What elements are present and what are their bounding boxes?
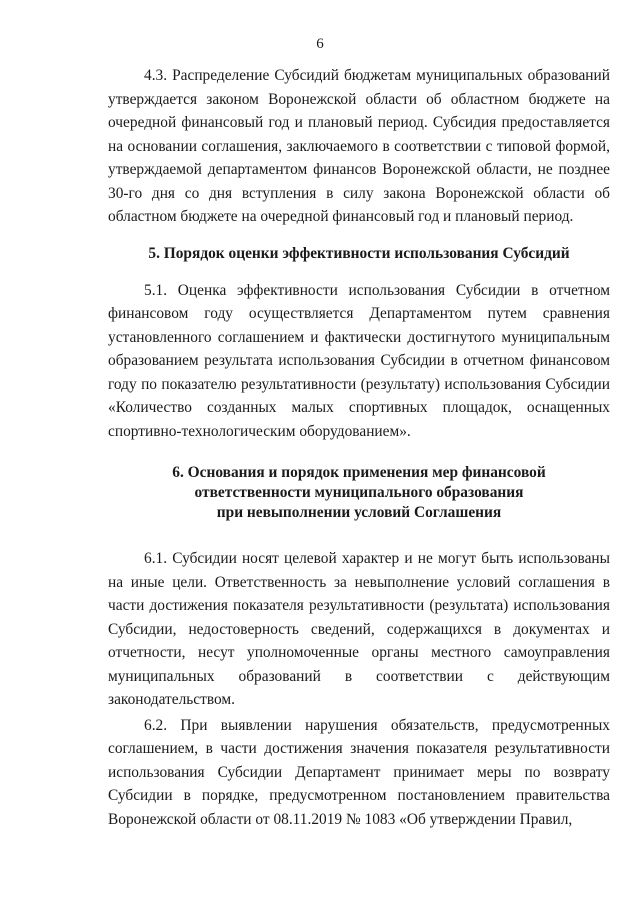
document-body	[108, 64, 610, 831]
section-5-heading: 5. Порядок оценки эффективности использования Субсидий	[148, 244, 570, 262]
section-6-heading	[108, 463, 610, 523]
paragraph-4-3: 4.3. Распределение Субсидий бюджетам муниципальных образований утверждается законом Воронежской области об областном бюджете на очередной финансовый год и плановый период. Субсидия предоставляется на основании соглашения, заключаемого в соответствии с типовой формой, утверждаемой департаментом финансов Воронежской области, не позднее 30-го дня со дня вступления в силу закона Воронежской области об областном бюджете на очередной финансовый год и плановый период.	[108, 67, 610, 225]
page-number: 6	[316, 36, 324, 52]
paragraph-5-1: 5.1. Оценка эффективности использования Субсидии в отчетном финансовом году осуществляется Департаментом путем сравнения установленного соглашением и фактически достигнутого муниципальным образованием результата использования Субсидии в отчетном финансовом году по показателю результативности (результату) использования Субсидии «Количество созданных малых спортивных площадок, оснащенных спортивно-технологическим оборудованием».	[108, 281, 610, 440]
section-6-heading-line-1: 6. Основания и порядок применения мер финансовой	[172, 464, 546, 481]
paragraph-6-1: 6.1. Субсидии носят целевой характер и не могут быть использованы на иные цели. Ответственность за невыполнение условий соглашения в части достижения показателя результативности (результата) использования Субсидии, недостоверность сведений, содержащихся в документах и отчетности, несут уполномоченные органы местного самоуправления муниципальных образований в соответствии с действующим законодательством.	[108, 550, 610, 708]
paragraph-6-2: 6.2. При выявлении нарушения обязательств, предусмотренных соглашением, в части достижения значения показателя результативности использования Субсидии Департамент принимает меры по возврату Субсидии в порядке, предусмотренном постановлением правительства Воронежской области от 08.11.2019 № 1083 «Об утверждении Правил,	[108, 716, 610, 828]
section-6-heading-line-2: ответственности муниципального образования	[194, 484, 524, 501]
section-6-heading-line-3: при невыполнении условий Соглашения	[216, 504, 502, 521]
